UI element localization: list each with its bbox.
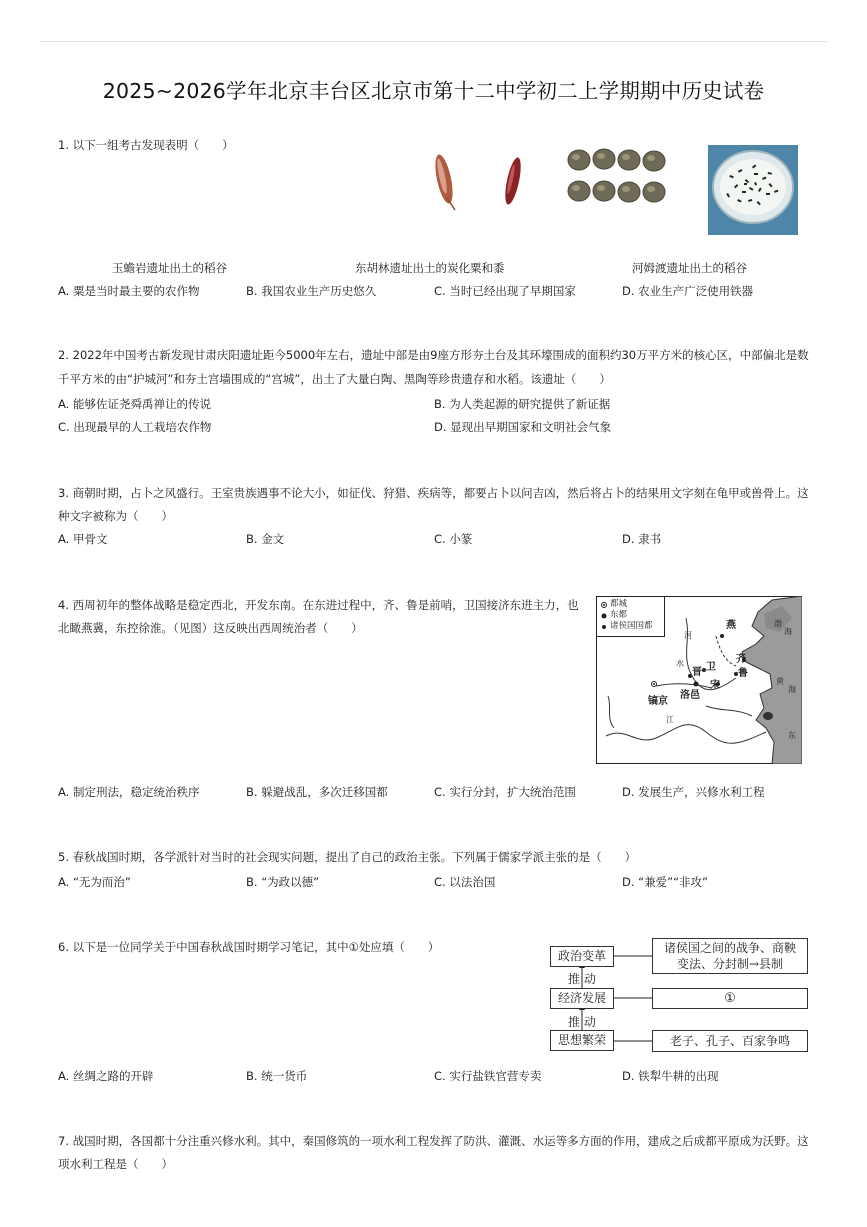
q5-option-c[interactable]: C. 以法治国 bbox=[434, 875, 496, 889]
q2-option-c[interactable]: C. 出现最早的人工栽培农作物 bbox=[58, 420, 212, 434]
q5-option-d[interactable]: D. “兼爱”“非攻” bbox=[622, 875, 708, 889]
carbonized-millet-image bbox=[566, 146, 670, 210]
box-thought-prosperity: 思想繁荣 bbox=[550, 1030, 614, 1051]
q6-option-b[interactable]: B. 统一货币 bbox=[246, 1069, 308, 1083]
q3-option-c[interactable]: C. 小篆 bbox=[434, 532, 473, 546]
q5-option-b[interactable]: B. “为政以德” bbox=[246, 875, 320, 889]
caption-yuchanyan: 玉蟾岩遗址出土的稻谷 bbox=[112, 261, 227, 275]
caption-donghulin: 东胡林遗址出土的炭化粟和黍 bbox=[355, 261, 505, 275]
map-label-wei: 卫 bbox=[706, 662, 716, 673]
q6-option-c[interactable]: C. 实行盐铁官营专卖 bbox=[434, 1069, 542, 1083]
push-label-2: 推 动 bbox=[568, 1015, 596, 1029]
page-title: 2025~2026学年北京丰台区北京市第十二中学初二上学期期中历史试卷 bbox=[102, 79, 765, 103]
q2-option-a[interactable]: A. 能够佐证尧舜禹禅让的传说 bbox=[58, 397, 211, 411]
question-6-stem: 6. 以下是一位同学关于中国春秋战国时期学习笔记，其中①处应填（ ） bbox=[58, 940, 440, 954]
caption-hemudu: 河姆渡遗址出土的稻谷 bbox=[632, 261, 747, 275]
box-wars-reform: 诸侯国之间的战争、商鞅 变法、分封制→县制 bbox=[652, 938, 808, 974]
western-zhou-map bbox=[596, 596, 802, 764]
q3-option-d[interactable]: D. 隶书 bbox=[622, 532, 662, 546]
map-label-qi: 齐 bbox=[736, 654, 746, 665]
map-label-lu: 鲁 bbox=[738, 668, 748, 679]
q6-option-a[interactable]: A. 丝绸之路的开辟 bbox=[58, 1069, 154, 1083]
question-7-line2: 项水利工程是（ ） bbox=[58, 1157, 173, 1171]
q4-option-c[interactable]: C. 实行分封，扩大统治范围 bbox=[434, 785, 576, 799]
q3-option-a[interactable]: A. 甲骨文 bbox=[58, 532, 108, 546]
map-label-luoyi: 洛邑 bbox=[680, 690, 700, 701]
map-label-huang-hai: 海 bbox=[788, 685, 796, 694]
map-label-river: 河 bbox=[684, 631, 692, 640]
question-2-line2: 千平方米的由“护城河”和夯土宫墙围成的“宫城”，出土了大量白陶、黑陶等珍贵遗存和水稻。该遗址（ ） bbox=[58, 372, 611, 386]
q2-option-b[interactable]: B. 为人类起源的研究提供了新证据 bbox=[434, 397, 611, 411]
question-1-stem: 1. 以下一组考古发现表明（ ） bbox=[58, 138, 234, 152]
q4-option-a[interactable]: A. 制定刑法，稳定统治秩序 bbox=[58, 785, 200, 799]
q1-option-a[interactable]: A. 粟是当时最主要的农作物 bbox=[58, 284, 200, 298]
question-7-line1: 7. 战国时期，各国都十分注重兴修水利。其中，秦国修筑的一项水利工程发挥了防洪、灌溉、水运等多方面的作用，建成之后成都平原成为沃野。这 bbox=[58, 1134, 809, 1148]
q1-option-b[interactable]: B. 我国农业生产历史悠久 bbox=[246, 284, 377, 298]
rice-grain-image-1 bbox=[425, 148, 463, 214]
question-4-line1: 4. 西周初年的整体战略是稳定西北，开发东南。在东进过程中，齐、鲁是前哨，卫国接济东进主力，也 bbox=[58, 598, 579, 612]
map-label-yan: 燕 bbox=[726, 620, 736, 631]
q4-option-d[interactable]: D. 发展生产，兴修水利工程 bbox=[622, 785, 765, 799]
top-divider bbox=[40, 41, 828, 42]
map-label-song: 宋 bbox=[710, 680, 720, 691]
map-label-bo: 渤 bbox=[774, 619, 782, 628]
question-3-line2: 种文字被称为（ ） bbox=[58, 509, 173, 523]
q5-option-a[interactable]: A. “无为而治” bbox=[58, 875, 131, 889]
map-label-haojing: 镐京 bbox=[648, 696, 668, 707]
question-3-line1: 3. 商朝时期，占卜之风盛行。王室贵族遇事不论大小，如征伐、狩猎、疾病等，都要占卜以问吉凶，然后将占卜的结果用文字刻在龟甲或兽骨上。这 bbox=[58, 486, 809, 500]
q4-option-b[interactable]: B. 躲避战乱，多次迁移国都 bbox=[246, 785, 388, 799]
map-legend: 都城 东都 诸侯国国都 bbox=[610, 599, 653, 631]
box-blank-1: ① bbox=[652, 988, 808, 1009]
question-4-line2: 北瞰燕冀，东控徐淮。（见图）这反映出西周统治者（ ） bbox=[58, 621, 363, 635]
q1-option-d[interactable]: D. 农业生产广泛使用铁器 bbox=[622, 284, 754, 298]
push-label-1: 推 动 bbox=[568, 972, 596, 986]
q6-option-d[interactable]: D. 铁犁牛耕的出现 bbox=[622, 1069, 719, 1083]
map-label-jin: 晋 bbox=[692, 667, 702, 678]
hemudu-rice-dish-image bbox=[708, 145, 798, 235]
map-label-bo-hai: 海 bbox=[784, 627, 792, 636]
map-label-water: 水 bbox=[676, 659, 684, 668]
box-economic-development: 经济发展 bbox=[550, 988, 614, 1009]
question-5-stem: 5. 春秋战国时期，各学派针对当时的社会现实问题，提出了自己的政治主张。下列属于儒家学派主张的是（ ） bbox=[58, 850, 637, 864]
q3-option-b[interactable]: B. 金文 bbox=[246, 532, 285, 546]
q1-option-c[interactable]: C. 当时已经出现了早期国家 bbox=[434, 284, 576, 298]
study-notes-diagram bbox=[550, 938, 812, 1056]
map-label-huang: 黄 bbox=[776, 677, 784, 686]
rice-grain-image-2 bbox=[498, 152, 528, 212]
question-2-line1: 2. 2022年中国考古新发现甘肃庆阳遗址距今5000年左右，遗址中部是由9座方形夯土台及其环壕围成的面积约30万平方米的核心区，中部偏北是数 bbox=[58, 348, 809, 362]
map-label-jiang: 江 bbox=[666, 715, 674, 724]
box-political-reform: 政治变革 bbox=[550, 946, 614, 967]
q2-option-d[interactable]: D. 显现出早期国家和文明社会气象 bbox=[434, 420, 612, 434]
box-hundred-schools: 老子、孔子、百家争鸣 bbox=[652, 1030, 808, 1052]
map-label-dong: 东 bbox=[788, 731, 796, 740]
